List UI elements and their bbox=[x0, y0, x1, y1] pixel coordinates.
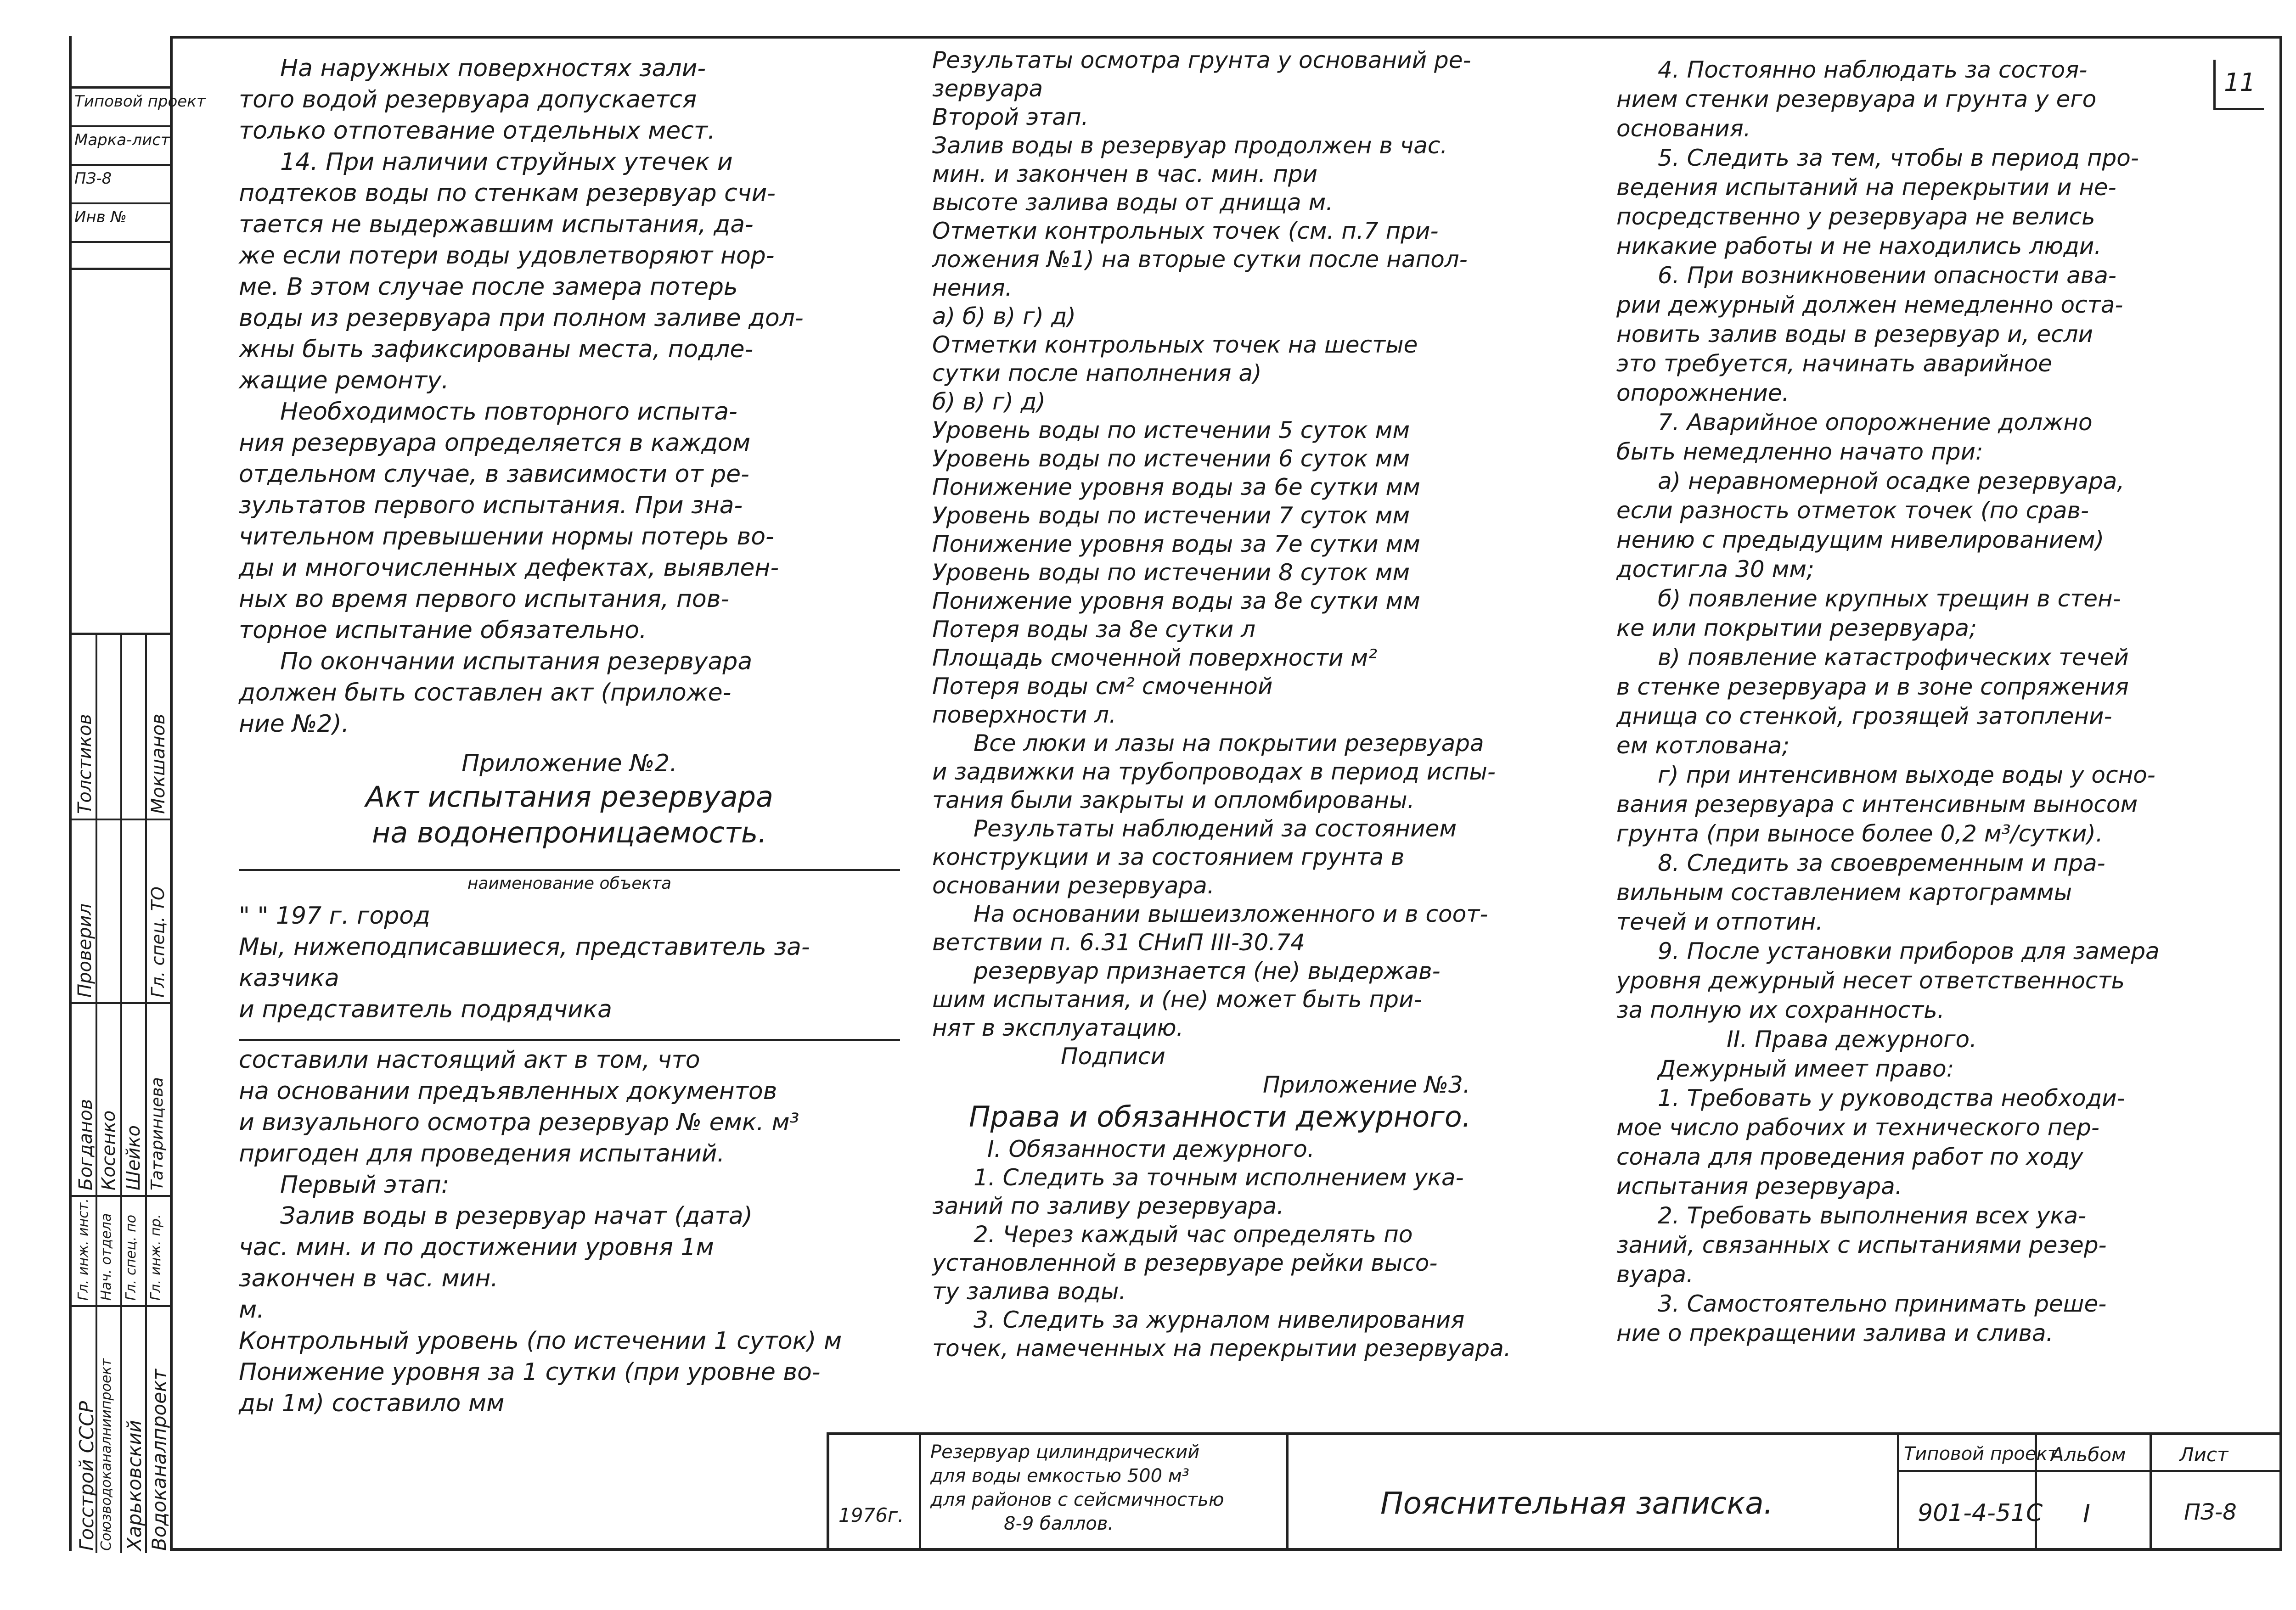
duties-line: точек, намеченных на перекрытии резервуара. bbox=[932, 1335, 1511, 1362]
text-line: а) б) в) г) д) bbox=[932, 303, 1076, 330]
title-description-cell bbox=[921, 1435, 1289, 1551]
text-line: за полную их сохранность. bbox=[1616, 997, 1945, 1023]
strip-row-line bbox=[72, 1305, 170, 1307]
text-line: должен быть составлен акт (приложе- bbox=[239, 679, 732, 707]
stage1-line: Залив воды в резервуар начат (дата) bbox=[280, 1202, 753, 1230]
text-line: сутки после наполнения а) bbox=[932, 360, 1262, 387]
strip-row-line bbox=[72, 819, 170, 820]
text-line: быть немедленно начато при: bbox=[1616, 438, 1983, 465]
text-line: никакие работы и не находились люди. bbox=[1616, 233, 2102, 259]
sheet-value: ПЗ-8 bbox=[2184, 1499, 2237, 1525]
text-line: испытания резервуара. bbox=[1616, 1173, 1902, 1200]
text-line: сонала для проведения работ по ходу bbox=[1616, 1144, 2083, 1170]
text-line: зервуара bbox=[932, 75, 1043, 102]
text-line: Результаты наблюдений за состоянием bbox=[974, 815, 1457, 842]
appendix2-label: Приложение №2. bbox=[461, 750, 677, 777]
strip-cell-inv: Инв № bbox=[72, 204, 170, 243]
project-label: Типовой проект bbox=[1904, 1443, 2058, 1464]
strip-check: Мокшанов bbox=[148, 713, 169, 814]
tb-divider bbox=[2152, 1470, 2282, 1472]
text-line: нению с предыдущим нивелированием) bbox=[1616, 527, 2105, 553]
text-line: На наружных поверхностях зали- bbox=[280, 55, 706, 82]
text-line: вания резервуара с интенсивным выносом bbox=[1616, 791, 2138, 818]
text-line: ложения №1) на вторые сутки после напол- bbox=[932, 246, 1468, 273]
blank-line bbox=[239, 869, 900, 871]
text-column-1 bbox=[239, 53, 900, 1419]
text-line: Дежурный имеет право: bbox=[1658, 1055, 1954, 1082]
duties-line: 2. Через каждый час определять по bbox=[974, 1221, 1413, 1248]
text-line: достигла 30 мм; bbox=[1616, 556, 1814, 583]
rights-heading: II. Права дежурного. bbox=[1727, 1026, 1977, 1053]
text-line: нения. bbox=[932, 275, 1013, 301]
album-value: I bbox=[2083, 1499, 2090, 1528]
text-line: опорожнение. bbox=[1616, 380, 1790, 406]
text-line: грунта (при выносе более 0,2 м³/сутки). bbox=[1616, 820, 2103, 847]
form-line: Мы, нижеподписавшиеся, представитель за- bbox=[239, 933, 810, 961]
text-line: Результаты осмотра грунта у оснований ре- bbox=[932, 47, 1471, 73]
form-line: и представитель подрядчика bbox=[239, 996, 612, 1023]
page-number: 11 bbox=[2213, 60, 2264, 110]
text-line: шим испытания, и (не) может быть при- bbox=[932, 986, 1422, 1013]
strip-cell-sheet: ПЗ-8 bbox=[72, 166, 170, 204]
text-line: жны быть зафиксированы места, подле- bbox=[239, 336, 754, 363]
text-line: конструкции и за состоянием грунта в bbox=[932, 844, 1405, 870]
text-line: ке или покрытии резервуара; bbox=[1616, 615, 1977, 641]
left-stamp-strip bbox=[72, 36, 206, 1551]
duties-line: 3. Следить за журналом нивелирования bbox=[974, 1307, 1465, 1333]
text-line: того водой резервуара допускается bbox=[239, 86, 697, 113]
text-line: вильным составлением картограммы bbox=[1616, 879, 2072, 906]
text-line: Залив воды в резервуар продолжен в час. bbox=[932, 132, 1448, 159]
text-line: Необходимость повторного испыта- bbox=[280, 398, 737, 426]
text-line: Понижение уровня воды за 6е сутки мм bbox=[932, 474, 1420, 500]
text-line: основании резервуара. bbox=[932, 872, 1215, 899]
strip-role: Гл. инж. инст. bbox=[75, 1198, 91, 1301]
text-line: резервуар признается (не) выдержав- bbox=[974, 958, 1441, 984]
strip-divider bbox=[120, 635, 122, 1553]
text-line: же если потери воды удовлетворяют нор- bbox=[239, 242, 775, 269]
strip-cell-mark: Марка-лист bbox=[72, 127, 170, 166]
strip-name: Богданов bbox=[75, 1099, 96, 1190]
duties-line: ту залива воды. bbox=[932, 1278, 1126, 1305]
text-line: ветствии п. 6.31 СНиП III-30.74 bbox=[932, 929, 1305, 956]
text-line: а) неравномерной осадке резервуара, bbox=[1658, 468, 2125, 494]
duties-heading: I. Обязанности дежурного. bbox=[987, 1136, 1315, 1162]
strip-divider bbox=[145, 635, 147, 1553]
text-line: торное испытание обязательно. bbox=[239, 617, 647, 644]
text-line: поверхности л. bbox=[932, 701, 1116, 728]
text-line: ных во время первого испытания, пов- bbox=[239, 585, 730, 613]
text-line: б) в) г) д) bbox=[932, 388, 1046, 415]
text-line: Понижение уровня воды за 7е сутки мм bbox=[932, 531, 1420, 557]
text-line: если разность отметок точек (по срав- bbox=[1616, 497, 2089, 524]
title-doc-cell bbox=[1289, 1435, 1899, 1551]
strip-row-line bbox=[72, 1195, 170, 1197]
text-line: заний, связанных с испытаниями резер- bbox=[1616, 1232, 2107, 1258]
appendix3-label: Приложение №3. bbox=[1263, 1071, 1470, 1098]
text-line: 2. Требовать выполнения всех ука- bbox=[1658, 1202, 2087, 1229]
text-line: воды из резервуара при полном заливе дол- bbox=[239, 304, 804, 332]
title-description: для районов с сейсмичностью bbox=[930, 1489, 1224, 1510]
text-line: Уровень воды по истечении 6 суток мм bbox=[932, 445, 1410, 472]
title-year-cell bbox=[829, 1435, 921, 1551]
strip-name: Косенко bbox=[98, 1110, 119, 1190]
text-line: ние о прекращении залива и слива. bbox=[1616, 1320, 2054, 1346]
doc-title: Пояснительная записка. bbox=[1380, 1486, 1773, 1521]
text-line: 5. Следить за тем, чтобы в период про- bbox=[1658, 145, 2139, 171]
stage1-title: Первый этап: bbox=[280, 1171, 450, 1199]
text-line: в) появление катастрофических течей bbox=[1658, 644, 2129, 671]
duties-line: заний по заливу резервуара. bbox=[932, 1193, 1284, 1219]
text-line: мин. и закончен в час. мин. при bbox=[932, 161, 1318, 187]
text-line: мое число рабочих и технического пер- bbox=[1616, 1114, 2099, 1141]
text-line: Понижение уровня воды за 8е сутки мм bbox=[932, 588, 1420, 614]
text-line: тания были закрыты и опломбированы. bbox=[932, 787, 1415, 813]
text-line: жащие ремонту. bbox=[239, 367, 449, 394]
stage1-line: Понижение уровня за 1 сутки (при уровне во- bbox=[239, 1358, 821, 1386]
text-line: Второй этап. bbox=[932, 104, 1089, 130]
text-line: чительном превышении нормы потерь во- bbox=[239, 523, 774, 550]
title-sheet-cell bbox=[2152, 1435, 2282, 1551]
album-label: Альбом bbox=[2051, 1443, 2126, 1466]
text-line: 3. Самостоятельно принимать реше- bbox=[1658, 1290, 2107, 1317]
strip-check: Толстиков bbox=[74, 714, 96, 814]
text-line: Потеря воды см² смоченной bbox=[932, 673, 1273, 700]
blank-line bbox=[239, 1039, 900, 1041]
text-line: г) при интенсивном выходе воды у осно- bbox=[1658, 762, 2155, 788]
strip-role: Гл. инж. пр. bbox=[148, 1214, 164, 1301]
title-year: 1976г. bbox=[838, 1504, 904, 1526]
date-line: " " 197 г. город bbox=[239, 902, 430, 930]
text-line: ведения испытаний на перекрытии и не- bbox=[1616, 174, 2116, 201]
act-line: составили настоящий акт в том, что bbox=[239, 1046, 700, 1074]
appendix2-title: на водонепроницаемость. bbox=[371, 816, 767, 849]
text-line: днища со стенкой, грозящей затоплени- bbox=[1616, 703, 2112, 729]
title-album-cell bbox=[2037, 1435, 2152, 1551]
text-line: Уровень воды по истечении 8 суток мм bbox=[932, 559, 1410, 586]
title-description: 8-9 баллов. bbox=[1004, 1513, 1114, 1534]
text-line: нием стенки резервуара и грунта у его bbox=[1616, 86, 2097, 112]
text-line: 8. Следить за своевременным и пра- bbox=[1658, 850, 2105, 876]
tb-divider bbox=[2037, 1470, 2150, 1472]
text-line: отдельном случае, в зависимости от ре- bbox=[239, 460, 749, 488]
strip-check: Гл. спец. ТО bbox=[148, 886, 168, 998]
strip-name: Татаринцева bbox=[148, 1077, 167, 1190]
sheet-label: Лист bbox=[2179, 1443, 2228, 1466]
act-line: и визуального осмотра резервуар № емк. м³ bbox=[239, 1109, 799, 1136]
text-line: в стенке резервуара и в зоне сопряжения bbox=[1616, 673, 2129, 700]
stage1-line: час. мин. и по достижении уровня 1м bbox=[239, 1234, 714, 1261]
strip-signature-table bbox=[72, 633, 170, 1551]
text-line: Отметки контрольных точек (см. п.7 при- bbox=[932, 218, 1439, 244]
text-column-2 bbox=[932, 46, 1593, 1363]
strip-org: Союзводоканалниипроект bbox=[98, 1358, 114, 1551]
text-line: зультатов первого испытания. При зна- bbox=[239, 492, 743, 519]
strip-row-line bbox=[72, 1002, 170, 1004]
text-column-3 bbox=[1616, 55, 2213, 1348]
text-line: это требуется, начинать аварийное bbox=[1616, 350, 2053, 377]
title-description: для воды емкостью 500 м³ bbox=[930, 1465, 1189, 1487]
text-line: нят в эксплуатацию. bbox=[932, 1015, 1184, 1041]
text-line: уровня дежурный несет ответственность bbox=[1616, 967, 2125, 994]
text-line: 14. При наличии струйных утечек и bbox=[280, 148, 733, 176]
act-line: на основании предъявленных документов bbox=[239, 1077, 777, 1105]
text-line: ние №2). bbox=[239, 710, 349, 738]
text-line: Потеря воды за 8е сутки л bbox=[932, 616, 1256, 643]
stage1-line: ды 1м) составило мм bbox=[239, 1390, 505, 1417]
duties-line: установленной в резервуаре рейки высо- bbox=[932, 1250, 1438, 1276]
strip-top-box bbox=[72, 86, 206, 270]
text-line: тается не выдержавшим испытания, да- bbox=[239, 211, 754, 238]
text-line: вуара. bbox=[1616, 1261, 1694, 1288]
text-line: ме. В этом случае после замера потерь bbox=[239, 273, 738, 301]
stage1-line: Контрольный уровень (по истечении 1 суток) м bbox=[239, 1327, 842, 1355]
text-line: основания. bbox=[1616, 115, 1751, 142]
title-project-cell bbox=[1899, 1435, 2058, 1551]
appendix2-title: Акт испытания резервуара bbox=[365, 780, 774, 813]
text-line: Площадь смоченной поверхности м² bbox=[932, 645, 1378, 671]
strip-role: Нач. отдела bbox=[98, 1213, 114, 1301]
text-line: рии дежурный должен немедленно оста- bbox=[1616, 292, 2123, 318]
text-line: Уровень воды по истечении 5 суток мм bbox=[932, 417, 1410, 443]
act-line: пригоден для проведения испытаний. bbox=[239, 1140, 725, 1167]
text-line: и задвижки на трубопроводах в период испы- bbox=[932, 758, 1496, 785]
text-line: 4. Постоянно наблюдать за состоя- bbox=[1658, 56, 2088, 83]
text-line: 7. Аварийное опорожнение должно bbox=[1658, 409, 2093, 436]
text-line: Все люки и лазы на покрытии резервуара bbox=[974, 730, 1484, 757]
stage1-line: закончен в час. мин. bbox=[239, 1265, 498, 1292]
tb-divider bbox=[1899, 1470, 2035, 1472]
text-line: только отпотевание отдельных мест. bbox=[239, 117, 715, 145]
text-line: высоте залива воды от днища м. bbox=[932, 189, 1334, 216]
stage1-line: м. bbox=[239, 1296, 264, 1324]
strip-name: Шейко bbox=[123, 1125, 144, 1190]
text-line: ем котлована; bbox=[1616, 732, 1790, 759]
object-name-caption: наименование объекта bbox=[467, 874, 672, 893]
text-line: ния резервуара определяется в каждом bbox=[239, 429, 751, 457]
text-line: б) появление крупных трещин в стен- bbox=[1658, 585, 2121, 612]
duties-line: 1. Следить за точным исполнением ука- bbox=[974, 1164, 1464, 1191]
signatures-label: Подписи bbox=[1061, 1043, 1165, 1070]
text-line: новить залив воды в резервуар и, если bbox=[1616, 321, 2093, 348]
text-line: ды и многочисленных дефектах, выявлен- bbox=[239, 554, 779, 582]
form-line: казчика bbox=[239, 965, 339, 992]
title-description: Резервуар цилиндрический bbox=[930, 1442, 1200, 1463]
text-line: посредственно у резервуара не велись bbox=[1616, 203, 2095, 230]
text-line: На основании вышеизложенного и в соот- bbox=[974, 901, 1488, 927]
strip-org: Харьковский bbox=[123, 1420, 146, 1551]
text-line: По окончании испытания резервуара bbox=[280, 648, 753, 675]
strip-cell-project: Типовой проект bbox=[72, 89, 170, 127]
strip-org: Госстрой СССР bbox=[75, 1401, 98, 1551]
title-block bbox=[827, 1432, 2282, 1551]
project-value: 901-4-51С bbox=[1918, 1499, 2043, 1527]
appendix3-title: Права и обязанности дежурного. bbox=[969, 1100, 1471, 1133]
strip-role: Гл. спец. по bbox=[123, 1215, 139, 1301]
text-line: подтеков воды по стенкам резервуар счи- bbox=[239, 180, 776, 207]
text-line: 6. При возникновении опасности ава- bbox=[1658, 262, 2116, 289]
text-line: 1. Требовать у руководства необходи- bbox=[1658, 1085, 2125, 1111]
text-line: течей и отпотин. bbox=[1616, 909, 1823, 935]
text-line: 9. После установки приборов для замера bbox=[1658, 938, 2160, 965]
text-line: Уровень воды по истечении 7 суток мм bbox=[932, 502, 1410, 529]
strip-org: Водоканалпроект bbox=[148, 1369, 170, 1551]
strip-check: Проверил bbox=[74, 903, 96, 998]
text-line: Отметки контрольных точек на шестые bbox=[932, 331, 1418, 358]
